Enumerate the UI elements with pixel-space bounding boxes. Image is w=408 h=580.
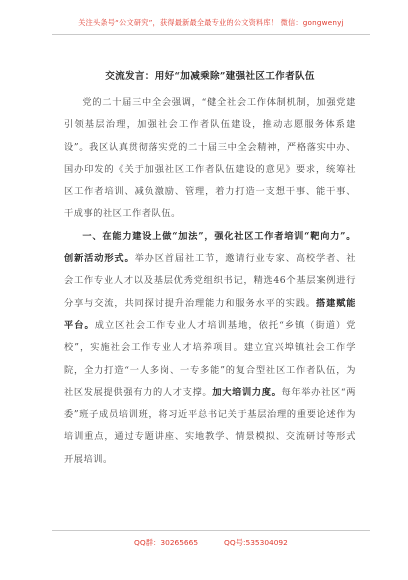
footer-qq-number: QQ号:535304092: [224, 538, 288, 547]
header-text: 关注头条号“公文研究”，获得最新最全最专业的公文资料库！ 微信：gongwenyj: [78, 18, 344, 27]
section-heading: 一、在能力建设上做“加法”，强化社区工作者培训“靶向力”。: [82, 230, 356, 242]
section-text-2: 成立区社会工作专业人才培训基地，依托“乡镇（街道）党校”，实施社会工作专业人才培养项目。建立宜兴埠镇社会工作学院，全力打造“一人多岗、一专多能”的复合型社区工作者队伍，为社区发展提供强有力的人才支撑。: [64, 319, 357, 398]
lead-phrase-2: 搭建赋能平台。: [64, 297, 357, 331]
footer-contact: [52, 535, 370, 549]
section-text-3: 每年举办社区“两委”班子成员培训班，将习近平总书记关于基层治理的重要论述作为培训重点，通过专题讲座、实地教学、情景模拟、交流研讨等形式开展培训。: [64, 386, 356, 465]
lead-phrase-1: 创新活动形式。: [64, 253, 135, 265]
header-divider: [52, 34, 370, 35]
paragraph-section-1: [64, 226, 356, 471]
header-banner: [52, 18, 370, 28]
paragraph-intro: 党的二十届三中全会强调，“健全社会工作体制机制，加强党建引领基层治理，加强社会工作者队伍建设，推动志愿服务体系建设”。我区认真贯彻落实党的二十届三中全会精神，严格落实中办、国办印发的《关于加强社区工作者队伍建设的意见》要求，统筹社区工作者培训、减负激励、管理，着力打造一支想干事、能干事、干成事的社区工作者队伍。: [64, 97, 356, 220]
document-title: 交流发言：用好“加减乘除”建强社区工作者队伍: [105, 71, 315, 82]
lead-phrase-3: 加大培训力度。: [212, 386, 282, 398]
footer-qq-group: QQ群：30265665: [134, 538, 199, 547]
section-text-1: 举办区首届社工节，邀请行业专家、高校学者、社会工作专业人才以及基层优秀党组织书记，精选46个基层案例进行分享与交流，共同探讨提升治理能力和服务水平的实践。: [64, 253, 356, 309]
footer-divider: [52, 530, 370, 531]
document-body: [64, 92, 356, 471]
